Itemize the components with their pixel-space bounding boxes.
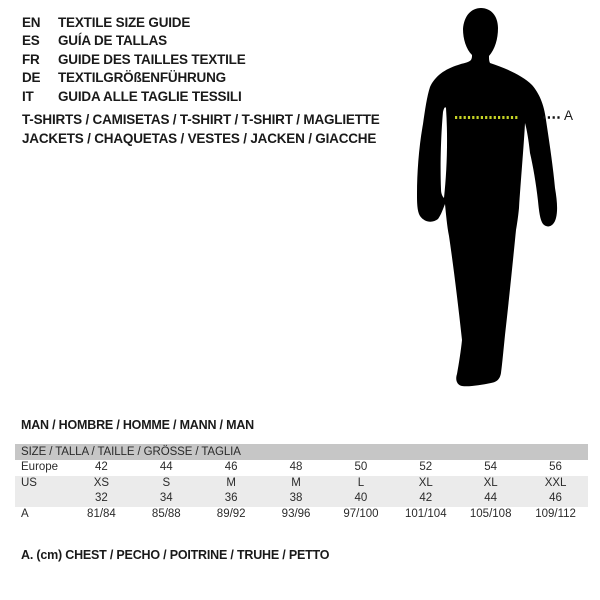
garment-categories (22, 110, 380, 148)
size-value: XL (483, 476, 498, 489)
language-row (22, 13, 246, 32)
size-value: XL (418, 476, 433, 489)
row-label-us: US (21, 476, 37, 489)
measurement-legend: A. (cm) CHEST / PECHO / POITRINE / TRUHE / PETTO (21, 548, 330, 562)
language-row (22, 87, 246, 106)
size-value: 40 (354, 492, 368, 504)
table-row-us-numbers (15, 491, 588, 507)
language-code: DE (22, 70, 41, 86)
language-row (22, 32, 246, 51)
size-value: 52 (419, 461, 433, 473)
size-value: 50 (354, 461, 368, 473)
size-value: 105/108 (469, 507, 512, 520)
size-value: M (291, 476, 301, 489)
size-value: XXL (544, 476, 567, 489)
table-row-us-letters (15, 476, 588, 492)
size-value: 93/96 (281, 507, 311, 520)
language-row (22, 50, 246, 69)
size-value: XS (93, 476, 110, 489)
size-value: 32 (95, 492, 108, 504)
size-value: 36 (224, 492, 238, 504)
size-value: 42 (419, 492, 433, 504)
category-line-tshirts: T-SHIRTS / CAMISETAS / T-SHIRT / T-SHIRT / MAGLIETTE (22, 112, 380, 127)
category-line-jackets: JACKETS / CHAQUETAS / VESTES / JACKEN / GIACCHE (22, 131, 377, 146)
row-label-europe: Europe (21, 461, 59, 473)
size-value: 97/100 (343, 507, 379, 520)
size-value: 81/84 (87, 507, 116, 520)
guide-title-de: TEXTILGRÖßENFÜHRUNG (58, 70, 226, 86)
man-silhouette (405, 8, 585, 388)
table-row-europe (15, 460, 588, 476)
silhouette-body-shape (417, 8, 557, 386)
size-value: 38 (289, 492, 303, 504)
language-row (22, 69, 246, 88)
size-value: M (226, 476, 236, 489)
size-value: 46 (549, 492, 562, 504)
section-title-man: MAN / HOMBRE / HOMME / MANN / MAN (21, 418, 254, 432)
size-value: 89/92 (216, 507, 246, 520)
size-value: L (357, 476, 365, 489)
size-value: S (162, 476, 171, 489)
size-value: 56 (549, 461, 562, 473)
size-value: 46 (224, 461, 238, 473)
language-code: IT (22, 88, 34, 104)
size-value: 44 (484, 492, 498, 504)
row-label-a: A (21, 507, 29, 520)
guide-title-es: GUÍA DE TALLAS (58, 33, 167, 49)
measurement-a-label: A (564, 108, 574, 123)
size-value: 44 (159, 461, 173, 473)
size-value: 34 (159, 492, 173, 504)
language-code: ES (22, 33, 40, 49)
guide-title-fr: GUIDE DES TAILLES TEXTILE (58, 51, 246, 67)
table-row-chest-cm (15, 507, 588, 523)
language-title-list (22, 13, 246, 106)
language-code: FR (22, 51, 40, 67)
size-value: 109/112 (535, 507, 576, 520)
guide-title-en: TEXTILE SIZE GUIDE (58, 14, 191, 30)
size-value: 54 (484, 461, 498, 473)
guide-title-it: GUIDA ALLE TAGLIE TESSILI (58, 88, 242, 104)
row-label-empty (15, 491, 69, 507)
size-value: 85/88 (151, 507, 181, 520)
language-code: EN (22, 14, 41, 30)
size-value: 101/104 (405, 507, 447, 520)
size-table (15, 444, 588, 522)
table-header-row: SIZE / TALLA / TAILLE / GRÖSSE / TAGLIA (15, 444, 588, 460)
size-value: 48 (289, 461, 303, 473)
size-value: 42 (95, 461, 108, 473)
